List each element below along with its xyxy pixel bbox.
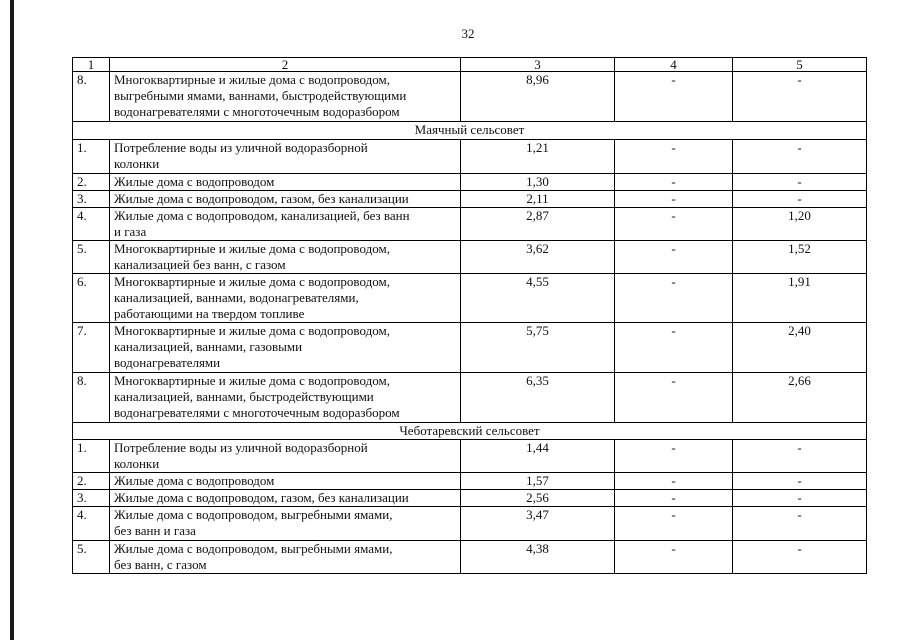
table-row bbox=[73, 241, 867, 274]
row-value-col3: 5,75 bbox=[461, 323, 615, 373]
row-value-col3: 8,96 bbox=[461, 72, 615, 122]
row-number: 5. bbox=[73, 241, 110, 274]
row-value-col4: - bbox=[615, 241, 733, 274]
row-value-col4: - bbox=[615, 208, 733, 241]
column-header: 1 bbox=[73, 58, 110, 72]
row-value-col5: - bbox=[733, 507, 867, 541]
row-value-col4: - bbox=[615, 507, 733, 541]
column-header: 4 bbox=[615, 58, 733, 72]
row-number: 3. bbox=[73, 490, 110, 507]
row-value-col3: 1,30 bbox=[461, 174, 615, 191]
row-value-col5: - bbox=[733, 541, 867, 574]
table-row bbox=[73, 490, 867, 507]
row-description: Многоквартирные и жилые дома с водопроводом, выгребными ямами, ваннами, быстродействующими водонагревателями с многоточечным водоразбором bbox=[110, 72, 461, 122]
row-value-col3: 2,11 bbox=[461, 191, 615, 208]
table-row bbox=[73, 473, 867, 490]
row-value-col4: - bbox=[615, 440, 733, 473]
row-number: 4. bbox=[73, 208, 110, 241]
row-number: 6. bbox=[73, 274, 110, 323]
row-value-col5: - bbox=[733, 490, 867, 507]
row-value-col5: - bbox=[733, 174, 867, 191]
row-number: 2. bbox=[73, 174, 110, 191]
row-value-col5: 1,20 bbox=[733, 208, 867, 241]
row-value-col3: 2,56 bbox=[461, 490, 615, 507]
section-row bbox=[73, 423, 867, 440]
row-value-col5: - bbox=[733, 440, 867, 473]
row-value-col5: 2,40 bbox=[733, 323, 867, 373]
row-value-col3: 3,62 bbox=[461, 241, 615, 274]
section-title: Чеботаревский сельсовет bbox=[73, 423, 867, 440]
row-value-col4: - bbox=[615, 140, 733, 174]
row-value-col5: 1,52 bbox=[733, 241, 867, 274]
row-description: Жилые дома с водопроводом, газом, без канализации bbox=[110, 490, 461, 507]
row-value-col4: - bbox=[615, 490, 733, 507]
table-row bbox=[73, 323, 867, 373]
table-row bbox=[73, 274, 867, 323]
row-value-col3: 1,21 bbox=[461, 140, 615, 174]
page-number: 32 bbox=[461, 26, 475, 41]
table-row bbox=[73, 191, 867, 208]
row-description: Многоквартирные и жилые дома с водопроводом, канализацией, ваннами, водонагревателями, работающими на твердом топливе bbox=[110, 274, 461, 323]
table-row bbox=[73, 72, 867, 122]
row-value-col3: 1,57 bbox=[461, 473, 615, 490]
table-row bbox=[73, 440, 867, 473]
row-number: 8. bbox=[73, 373, 110, 423]
table-header-row bbox=[73, 58, 867, 72]
row-number: 4. bbox=[73, 507, 110, 541]
section-row bbox=[73, 122, 867, 140]
row-value-col4: - bbox=[615, 323, 733, 373]
row-value-col3: 3,47 bbox=[461, 507, 615, 541]
row-number: 1. bbox=[73, 140, 110, 174]
column-header: 2 bbox=[110, 58, 461, 72]
row-number: 5. bbox=[73, 541, 110, 574]
row-description: Потребление воды из уличной водоразборной колонки bbox=[110, 140, 461, 174]
row-value-col5: 1,91 bbox=[733, 274, 867, 323]
row-number: 3. bbox=[73, 191, 110, 208]
tariff-table bbox=[72, 57, 867, 574]
row-value-col3: 4,55 bbox=[461, 274, 615, 323]
row-value-col5: - bbox=[733, 473, 867, 490]
row-description: Жилые дома с водопроводом, газом, без канализации bbox=[110, 191, 461, 208]
row-description: Жилые дома с водопроводом, выгребными ямами, без ванн и газа bbox=[110, 507, 461, 541]
row-number: 1. bbox=[73, 440, 110, 473]
row-value-col3: 2,87 bbox=[461, 208, 615, 241]
table-row bbox=[73, 373, 867, 423]
row-description: Жилые дома с водопроводом, выгребными ямами, без ванн, с газом bbox=[110, 541, 461, 574]
row-description: Жилые дома с водопроводом bbox=[110, 174, 461, 191]
row-description: Потребление воды из уличной водоразборной колонки bbox=[110, 440, 461, 473]
row-value-col4: - bbox=[615, 191, 733, 208]
row-number: 8. bbox=[73, 72, 110, 122]
table-row bbox=[73, 208, 867, 241]
row-description: Многоквартирные и жилые дома с водопроводом, канализацией, ваннами, газовыми водонагревателями bbox=[110, 323, 461, 373]
row-number: 7. bbox=[73, 323, 110, 373]
row-value-col4: - bbox=[615, 373, 733, 423]
row-value-col4: - bbox=[615, 72, 733, 122]
column-header: 5 bbox=[733, 58, 867, 72]
row-description: Жилые дома с водопроводом, канализацией, без ванн и газа bbox=[110, 208, 461, 241]
row-value-col4: - bbox=[615, 473, 733, 490]
row-value-col4: - bbox=[615, 541, 733, 574]
table-row bbox=[73, 541, 867, 574]
row-value-col3: 6,35 bbox=[461, 373, 615, 423]
scan-edge bbox=[10, 0, 14, 640]
table-row bbox=[73, 174, 867, 191]
row-value-col5: - bbox=[733, 191, 867, 208]
row-description: Многоквартирные и жилые дома с водопроводом, канализацией, ваннами, быстродействующими водонагревателями с многоточечным водоразбором bbox=[110, 373, 461, 423]
row-value-col4: - bbox=[615, 174, 733, 191]
row-value-col3: 1,44 bbox=[461, 440, 615, 473]
row-value-col5: - bbox=[733, 72, 867, 122]
row-value-col3: 4,38 bbox=[461, 541, 615, 574]
table-row bbox=[73, 507, 867, 541]
column-header: 3 bbox=[461, 58, 615, 72]
row-value-col5: - bbox=[733, 140, 867, 174]
table-row bbox=[73, 140, 867, 174]
row-description: Жилые дома с водопроводом bbox=[110, 473, 461, 490]
section-title: Маячный сельсовет bbox=[73, 122, 867, 140]
row-value-col5: 2,66 bbox=[733, 373, 867, 423]
row-number: 2. bbox=[73, 473, 110, 490]
row-value-col4: - bbox=[615, 274, 733, 323]
row-description: Многоквартирные и жилые дома с водопроводом, канализацией без ванн, с газом bbox=[110, 241, 461, 274]
